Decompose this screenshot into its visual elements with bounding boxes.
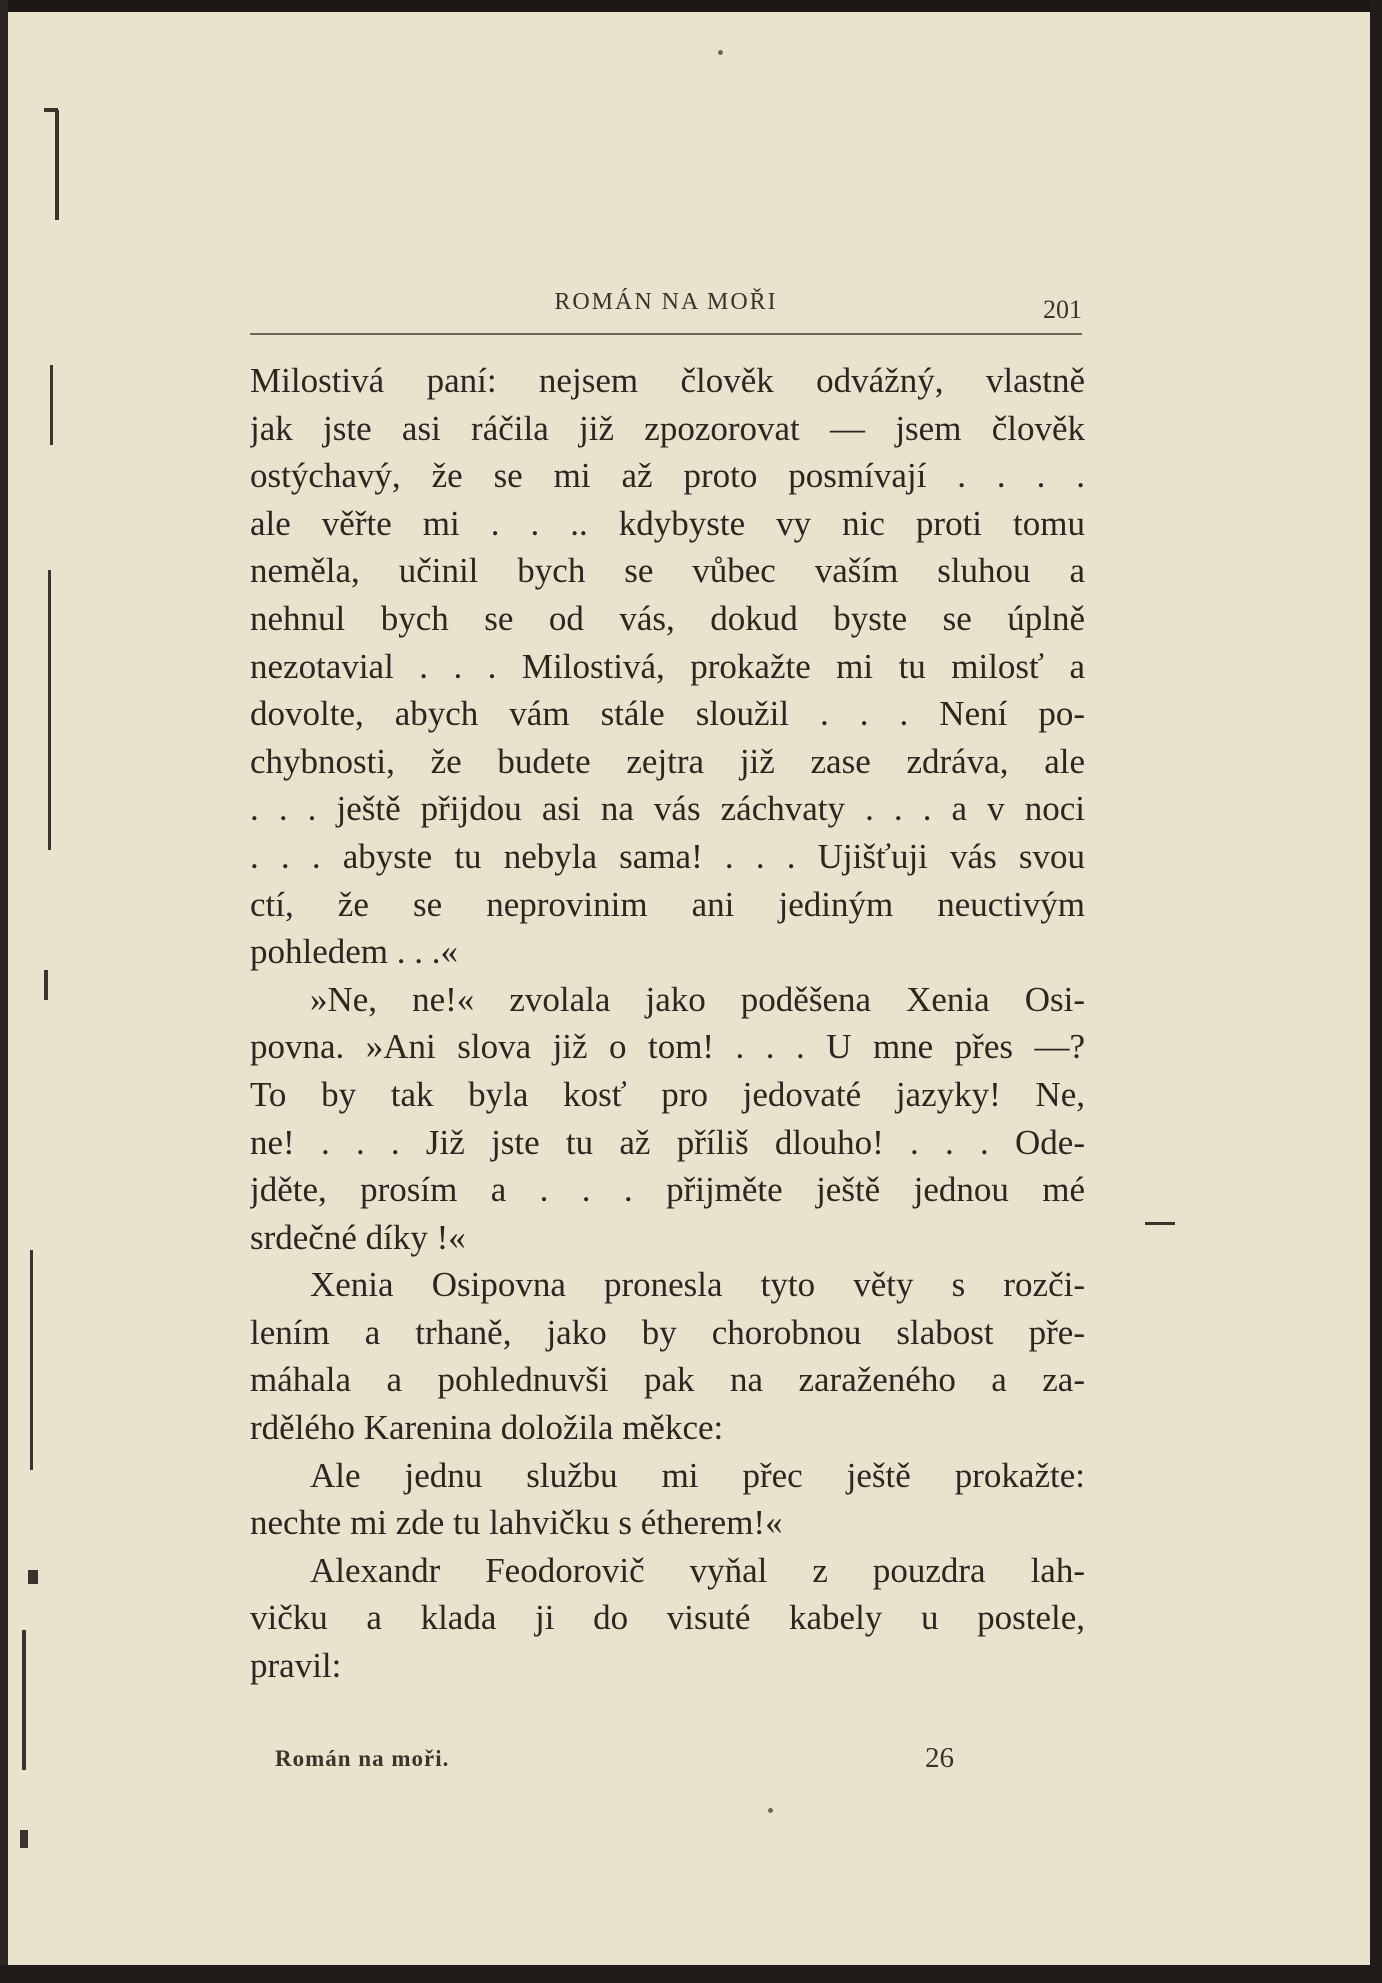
text-line: povna. »Ani slova již o tom! . . . U mne přes —? xyxy=(250,1027,1085,1067)
running-title: ROMÁN NA MOŘI xyxy=(554,289,778,315)
gutter-mark xyxy=(48,570,51,850)
running-header xyxy=(250,285,1082,335)
text-line: . . . ještě přijdou asi na vás záchvaty . . . a v noci xyxy=(250,789,1085,829)
text-line: pohledem . . .« xyxy=(250,932,459,972)
page-content xyxy=(250,285,1085,1690)
text-line: Alexandr Feodorovič vyňal z pouzdra lah- xyxy=(310,1550,1085,1590)
scan-bottom-edge xyxy=(0,1965,1382,1983)
text-line: Xenia Osipovna pronesla tyto věty s rozči- xyxy=(310,1265,1085,1305)
speck xyxy=(768,1808,773,1813)
text-line: lením a trhaně, jako by chorobnou slabost pře- xyxy=(250,1312,1085,1352)
gutter-mark xyxy=(44,970,48,1000)
text-line: ctí, že se neprovinim ani jediným neuctivým xyxy=(250,884,1085,924)
scan-left-edge xyxy=(0,0,8,1983)
text-line: vičku a klada ji do visuté kabely u postele, xyxy=(250,1598,1085,1638)
text-line: »Ne, ne!« zvolala jako poděšena Xenia Osi- xyxy=(310,979,1085,1019)
scan-right-edge xyxy=(1370,0,1382,1983)
text-line: chybnosti, že budete zejtra již zase zdráva, ale xyxy=(250,741,1085,781)
text-line: srdečné díky !« xyxy=(250,1217,466,1257)
page-number: 201 xyxy=(1043,295,1082,324)
footer-book-title: Román na moři. xyxy=(275,1746,450,1771)
gutter-mark xyxy=(1145,1222,1175,1225)
gutter-mark xyxy=(20,1830,28,1848)
text-line: jděte, prosím a . . . přijměte ještě jednou mé xyxy=(250,1170,1085,1210)
text-line: neměla, učinil bych se vůbec vaším sluhou a xyxy=(250,551,1085,591)
scan-top-edge xyxy=(0,0,1382,12)
text-line: Milostivá paní: nejsem člověk odvážný, vlastně xyxy=(250,361,1085,400)
text-line: máhala a pohlednuvši pak na zaraženého a za- xyxy=(250,1360,1085,1400)
signature-mark: 26 xyxy=(925,1742,954,1774)
text-line: ale věřte mi . . .. kdybyste vy nic proti tomu xyxy=(250,503,1085,543)
text-line: Ale jednu službu mi přec ještě prokažte: xyxy=(310,1455,1085,1495)
text-line: To by tak byla kosť pro jedovaté jazyky! Ne, xyxy=(250,1074,1085,1114)
text-line: ne! . . . Již jste tu až příliš dlouho! . . . Ode- xyxy=(250,1122,1085,1162)
page-footer xyxy=(275,1742,975,1782)
text-line: . . . abyste tu nebyla sama! . . . Ujišťuji vás svou xyxy=(250,836,1085,876)
speck xyxy=(718,50,723,55)
body-text xyxy=(250,357,1085,1690)
text-line: nezotavial . . . Milostivá, prokažte mi tu milosť a xyxy=(250,646,1085,686)
gutter-mark xyxy=(28,1570,38,1584)
text-line: rdělého Karenina doložila měkce: xyxy=(250,1408,724,1448)
text-line: nehnul bych se od vás, dokud byste se úplně xyxy=(250,598,1085,638)
text-line: jak jste asi ráčila již zpozorovat — jsem člověk xyxy=(250,408,1085,448)
text-line: nechte mi zde tu lahvičku s étherem!« xyxy=(250,1503,783,1543)
gutter-mark xyxy=(30,1250,33,1470)
gutter-mark xyxy=(55,110,59,220)
text-line: dovolte, abych vám stále sloužil . . . Není po- xyxy=(250,694,1085,734)
text-line: pravil: xyxy=(250,1646,342,1686)
gutter-mark xyxy=(44,108,58,112)
text-line: ostýchavý, že se mi až proto posmívají . . . . xyxy=(250,456,1085,496)
gutter-mark xyxy=(22,1630,26,1770)
gutter-mark xyxy=(50,365,53,445)
